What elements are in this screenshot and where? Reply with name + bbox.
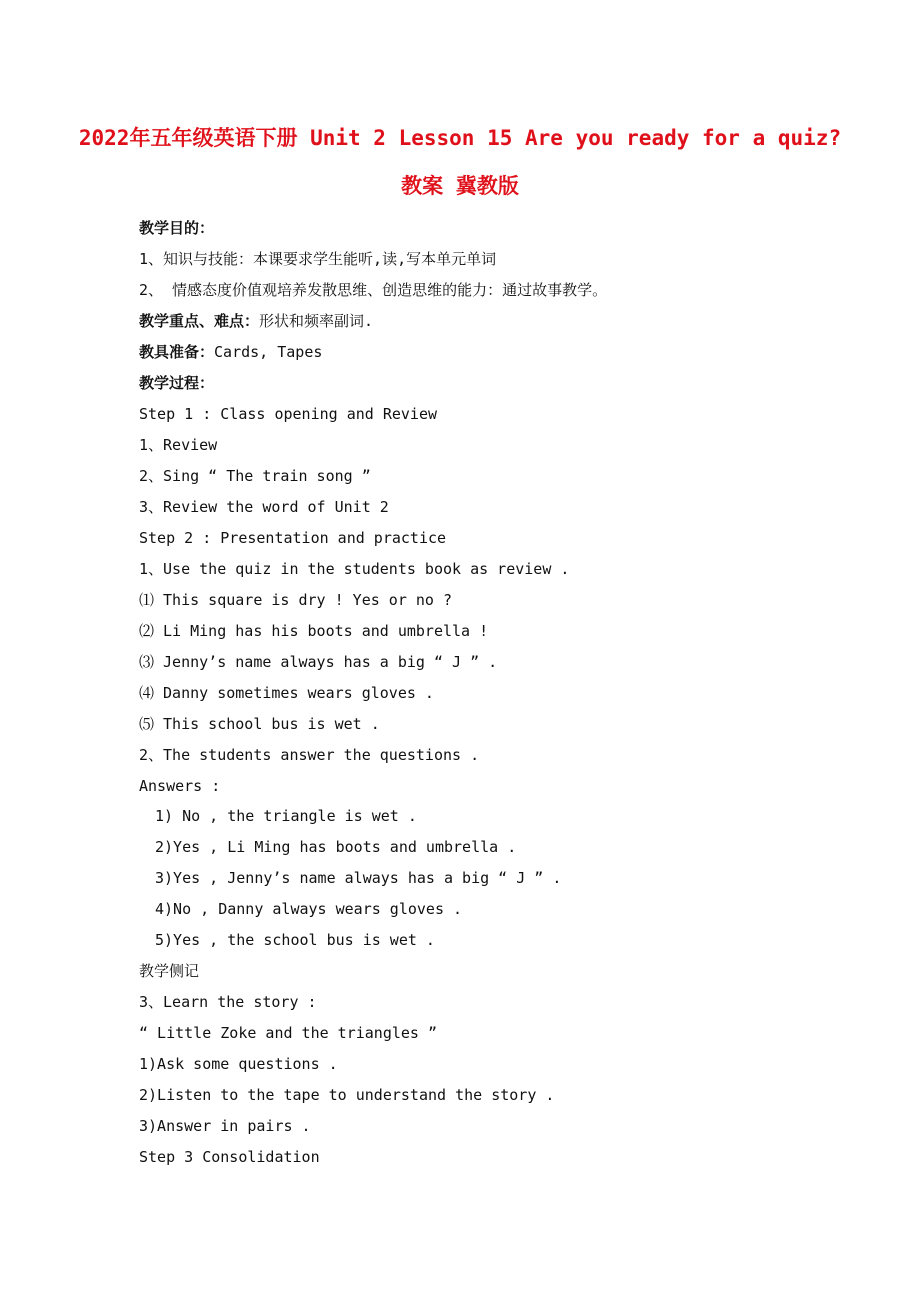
step-heading: Step 3 Consolidation [139, 1148, 320, 1166]
process-line: 2)Listen to the tape to understand the story . [139, 1086, 555, 1104]
objectives-heading: 教学目的： [139, 219, 215, 237]
materials-label: 教具准备： [139, 343, 215, 361]
process-line: 2、The students answer the questions . [139, 746, 480, 764]
quiz-item: ⑵ Li Ming has his boots and umbrella ! [139, 622, 489, 640]
key-points-value: 形状和频率副词. [259, 312, 374, 330]
process-line: 1、Use the quiz in the students book as review . [139, 560, 570, 578]
answer-item: 5)Yes , the school bus is wet . [155, 931, 435, 949]
quiz-item: ⑶ Jenny’s name always has a big “ J ” . [139, 653, 498, 671]
materials-line [139, 342, 322, 362]
objective-item: 2、 情感态度价值观培养发散思维、创造思维的能力：通过故事教学。 [139, 281, 608, 299]
document-title-line-1: 2022年五年级英语下册 Unit 2 Lesson 15 Are you ready for a quiz? [78, 126, 842, 150]
process-heading: 教学过程： [139, 374, 215, 392]
process-line: 3、Review the word of Unit 2 [139, 498, 389, 516]
document-title-line-2: 教案 冀教版 [401, 174, 519, 198]
process-line: 3)Answer in pairs . [139, 1117, 311, 1135]
process-line: 1)Ask some questions . [139, 1055, 338, 1073]
process-line: 3、Learn the story : [139, 993, 317, 1011]
process-line: Step 2 : Presentation and practice [139, 529, 447, 547]
answer-item: 4)No , Danny always wears gloves . [155, 900, 463, 918]
answer-item: 2)Yes , Li Ming has boots and umbrella . [155, 838, 517, 856]
quiz-item: ⑷ Danny sometimes wears gloves . [139, 684, 434, 702]
process-line: 2、Sing “ The train song ” [139, 467, 371, 485]
answers-heading: Answers : [139, 777, 221, 795]
key-points-line [139, 311, 373, 331]
quiz-item: ⑸ This school bus is wet . [139, 715, 380, 733]
process-line: Step 1 : Class opening and Review [139, 405, 438, 423]
story-title: “ Little Zoke and the triangles ” [139, 1024, 438, 1042]
quiz-item: ⑴ This square is dry ! Yes or no ? [139, 591, 453, 609]
answer-item: 1) No , the triangle is wet . [155, 807, 417, 825]
teaching-notes-label: 教学侧记 [139, 962, 200, 980]
answer-item: 3)Yes , Jenny’s name always has a big “ J ” . [155, 869, 562, 887]
process-line: 1、Review [139, 436, 218, 454]
key-points-label: 教学重点、难点： [139, 312, 260, 330]
materials-value: Cards, Tapes [214, 343, 323, 361]
objective-item: 1、知识与技能：本课要求学生能听,读,写本单元单词 [139, 250, 497, 268]
